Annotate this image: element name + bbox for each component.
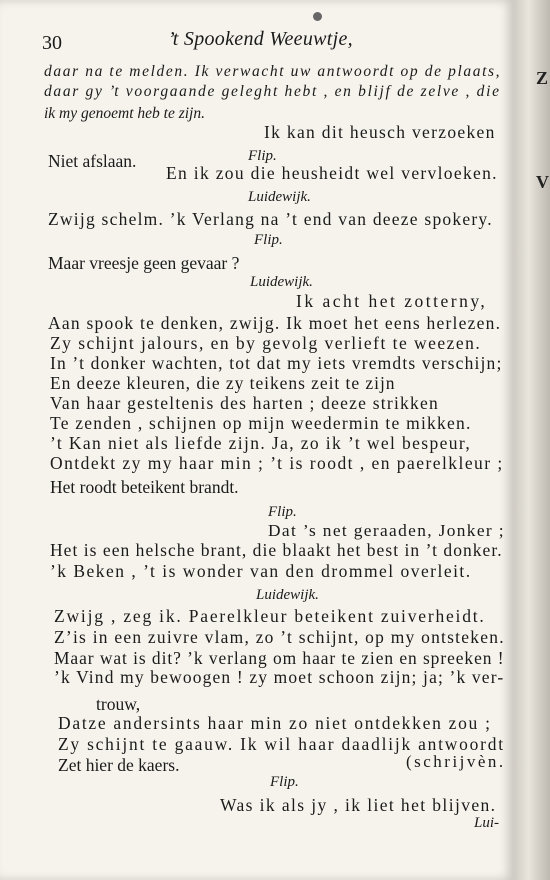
facing-page-glyph-1: Z (536, 68, 549, 88)
text-line: ’k Vind my bewoogen ! zy moet schoon zijn; ja; ’k ver- (54, 667, 505, 687)
text-line: ’k Beken , ’t is wonder van den drommel overleit. (50, 561, 472, 581)
text-line: In ’t donker wachten, tot dat my iets vremdts verschijn; (50, 353, 503, 373)
text-line: Zwijg , zeg ik. Paerelkleur beteikent zuiverheidt. (54, 606, 486, 626)
text-line: Te zenden , schijnen op mijn weedermin te mikken. (50, 413, 472, 433)
text-line: Zwijg schelm. ’k Verlang na ’t end van deeze spokery. (48, 209, 493, 229)
text-line: Maar wat is dit? ’k verlang om haar te zien en spreeken ! (54, 648, 505, 668)
text-line: ik my genoemt heb te zijn. (44, 105, 205, 122)
text-line: (schrijvèn. (406, 752, 506, 771)
text-line: Niet afslaan. (48, 151, 137, 171)
speaker-name: Flip. (254, 232, 283, 248)
speaker-name: Luidewijk. (248, 189, 311, 205)
text-line: Dat ’s net geraaden, Jonker ; (268, 521, 505, 540)
speaker-name: Luidewijk. (250, 274, 313, 290)
text-line: En ik zou die heusheidt wel vervloeken. (166, 163, 498, 183)
text-line: trouw, (96, 694, 141, 714)
text-line: Maar vreesje geen gevaar ? (48, 253, 240, 273)
text-line: Zy schijnt jalours, en by gevolg verlieft te weezen. (50, 333, 482, 353)
text-line: Zy schijnt te gaauw. Ik wil haar daadlijk antwoordt (58, 734, 505, 754)
text-line: Het roodt beteikent brandt. (50, 477, 239, 497)
text-line: Ik acht het zotterny, (296, 291, 488, 311)
text-line: Was ik als jy , ik liet het blijven. (220, 795, 497, 815)
running-title: ’t Spookend Weeuwtje, (168, 28, 353, 50)
text-line: Van haar gesteltenis des harten ; deeze strikken (50, 393, 439, 413)
speaker-name: Flip. (268, 504, 297, 520)
facing-page-glyph-2: V (536, 172, 549, 192)
page-number: 30 (42, 32, 62, 54)
text-line: Ontdekt zy my haar min ; ’t is roodt , en paerelkleur ; (50, 453, 504, 473)
text-line: ’t Kan niet als liefde zijn. Ja, zo ik ’t wel bespeur, (50, 433, 472, 453)
text-line: Het is een helsche brant, die blaakt het best in ’t donker. (50, 540, 503, 560)
speaker-name: Flip. (248, 148, 277, 164)
text-line: Datze andersints haar min zo niet ontdekken zou ; (58, 713, 492, 733)
text-line: daar gy ’t voorgaande geleght hebt , en blijf de zelve , die (44, 83, 501, 100)
text-line: Zet hier de kaers. (58, 755, 180, 775)
facing-page-edge (514, 0, 550, 880)
speaker-name: Luidewijk. (256, 587, 319, 603)
text-line: En deeze kleuren, die zy teikens zeit te zijn (50, 373, 396, 393)
text-line: Aan spook te denken, zwijg. Ik moet het eens herlezen. (48, 313, 502, 333)
text-line: daar na te melden. Ik verwacht uw antwoordt op de plaats, (44, 63, 502, 80)
text-line: Z’is in een zuivre vlam, zo ’t schijnt, op my ontsteken. (54, 627, 505, 647)
text-line: Ik kan dit heusch verzoeken (264, 122, 496, 142)
speaker-name: Lui- (474, 815, 500, 831)
speaker-name: Flip. (270, 774, 299, 790)
